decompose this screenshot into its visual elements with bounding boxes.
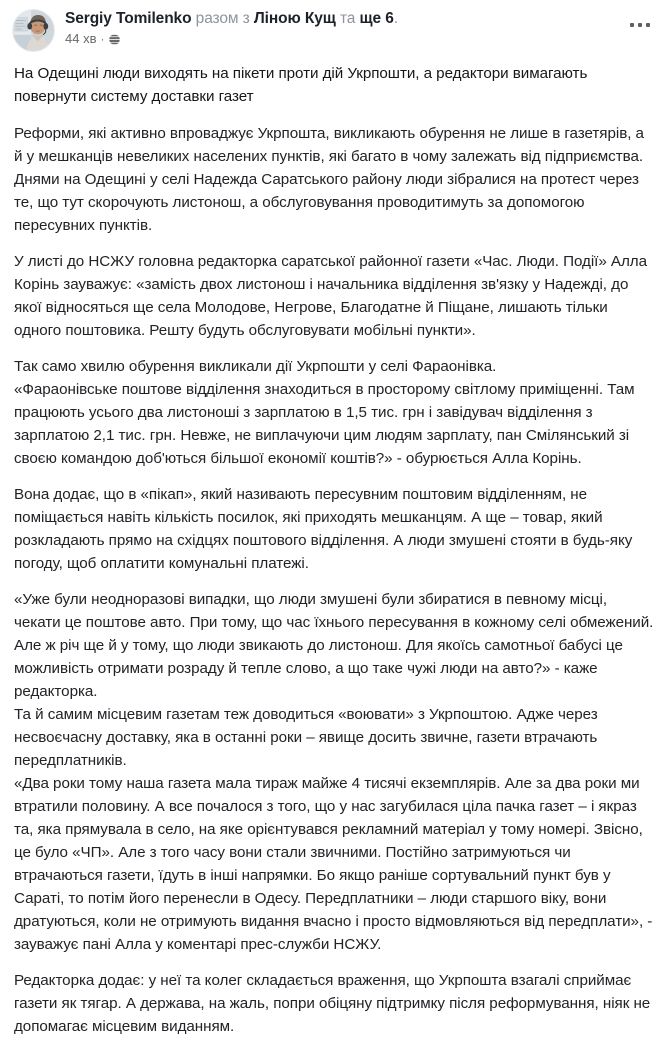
author-name-line	[65, 10, 658, 28]
other-tagged-count[interactable]: ще 6	[359, 10, 394, 27]
ellipsis-dot	[646, 23, 650, 27]
post-paragraph: Редакторка додає: у неї та колег складається враження, що Укрпошта взагалі сприймає газети як тягар. А держава, на жаль, попри обіцяну підтримку після реформування, ніяк не допомагає місцевим виданням.	[14, 972, 651, 1035]
post-body	[0, 56, 670, 1038]
and-word: та	[339, 10, 356, 27]
post-paragraph: Вона додає, що в «пікап», який називають пересувним поштовим відділенням, не поміщається навіть кількість посилок, які приходять мешканцям. А ще – товар, який розкладають прямо на східцях поштового відділення. А люди змушені стояти в будь-яку погоду, щоб оплатити комунальні платежі.	[14, 486, 633, 572]
post-paragraph: Так само хвилю обурення викликали дії Укрпошти у селі Фараонівка. «Фараонівське поштове відділення знаходиться в просторому світлому приміщенні. Там працюють усього два листоноші з зарплатою в 1,5 тис. грн і завідувач відділення з зарплатою 2,1 тис. грн. Невже, не виплачуючи цим людям зарплату, пан Смілянський зі своєю командою доб'ються більшої економії коштів?» - обурюється Алла Корінь.	[14, 358, 635, 467]
meta-separator: ·	[100, 32, 105, 47]
post-header	[0, 0, 670, 56]
post-options-menu-button[interactable]	[626, 19, 654, 31]
post-meta	[65, 32, 658, 47]
post-timestamp[interactable]: 44 хв	[65, 30, 97, 46]
author-name[interactable]: Sergiy Tomilenko	[65, 10, 192, 27]
ellipsis-dot	[630, 23, 634, 27]
post-paragraph-headline: На Одещині люди виходять на пікети проти дій Укрпошти, а редактори вимагають повернути систему доставки газет	[14, 65, 588, 105]
name-line-period: .	[393, 10, 398, 27]
globe-icon[interactable]	[108, 33, 121, 46]
cotagged-person-name[interactable]: Ліною Кущ	[253, 10, 336, 27]
post-paragraph: «Уже були неодноразові випадки, що люди змушені були збиратися в певному місці, чекати це поштове авто. При тому, що час їхнього пересування в кожному селі обмежений. Але ж річ ще й у тому, що люди звикають до листонош. Для якоїсь самотньої бабусі це можливість отримати розраду й тепле слово, а що таке чужі люди на авто?» - каже редакторка. Та й самим місцевим газетам теж доводиться «воювати» з Укрпоштою. Адже через несвоєчасну доставку, яка в останні роки – явище досить звичне, газети втрачають передплатників. «Два роки тому наша газета мала тираж майже 4 тисячі екземплярів. Але за два роки ми втратили половину. А все почалося з того, що у нас загубилася ціла пачка газет – і якраз та, яка прямувала в село, на яке орієнтувався рекламний матеріал у тому номері. Звісно, це було «ЧП». Але з того часу вони стали звичними. Постійно затримуються чи втрачаються газети, їдуть в інші напрямки. Бо якщо раніше сортувальний пункт був у Сараті, то потім його перенесли в Одесу. Передплатники – люди старшого віку, вони дратуються, коли не отримують видання вчасно і просто відмовляються від передплати», - зауважує пані Алла у коментарі прес-служби НСЖУ.	[14, 591, 654, 953]
ellipsis-dot	[638, 23, 642, 27]
with-word: разом з	[195, 10, 250, 27]
user-avatar-photo	[13, 10, 54, 51]
avatar[interactable]	[12, 9, 55, 52]
post-author-block	[65, 9, 658, 47]
post-paragraph: У листі до НСЖУ головна редакторка саратської районної газети «Час. Люди. Події» Алла Корінь зауважує: «замість двох листонош і начальника відділення зв'язку у Надежді, до якої відносяться ще села Молодове, Негрове, Благодатне й Піщане, лишають тільки одного поштовика. Решту будуть обслуговувати мобільні пункти».	[14, 253, 647, 339]
post-paragraph: Реформи, які активно впроваджує Укрпошта, викликають обурення не лише в газетярів, а й у мешканців невеликих населених пунктів, які багато в чому залежать від підприємства. Днями на Одещині у селі Надежда Саратського району люди зібралися на протест через те, що тут скорочують листонош, а обслуговування проводитимуть за допомогою пересувних пунктів.	[14, 125, 644, 234]
